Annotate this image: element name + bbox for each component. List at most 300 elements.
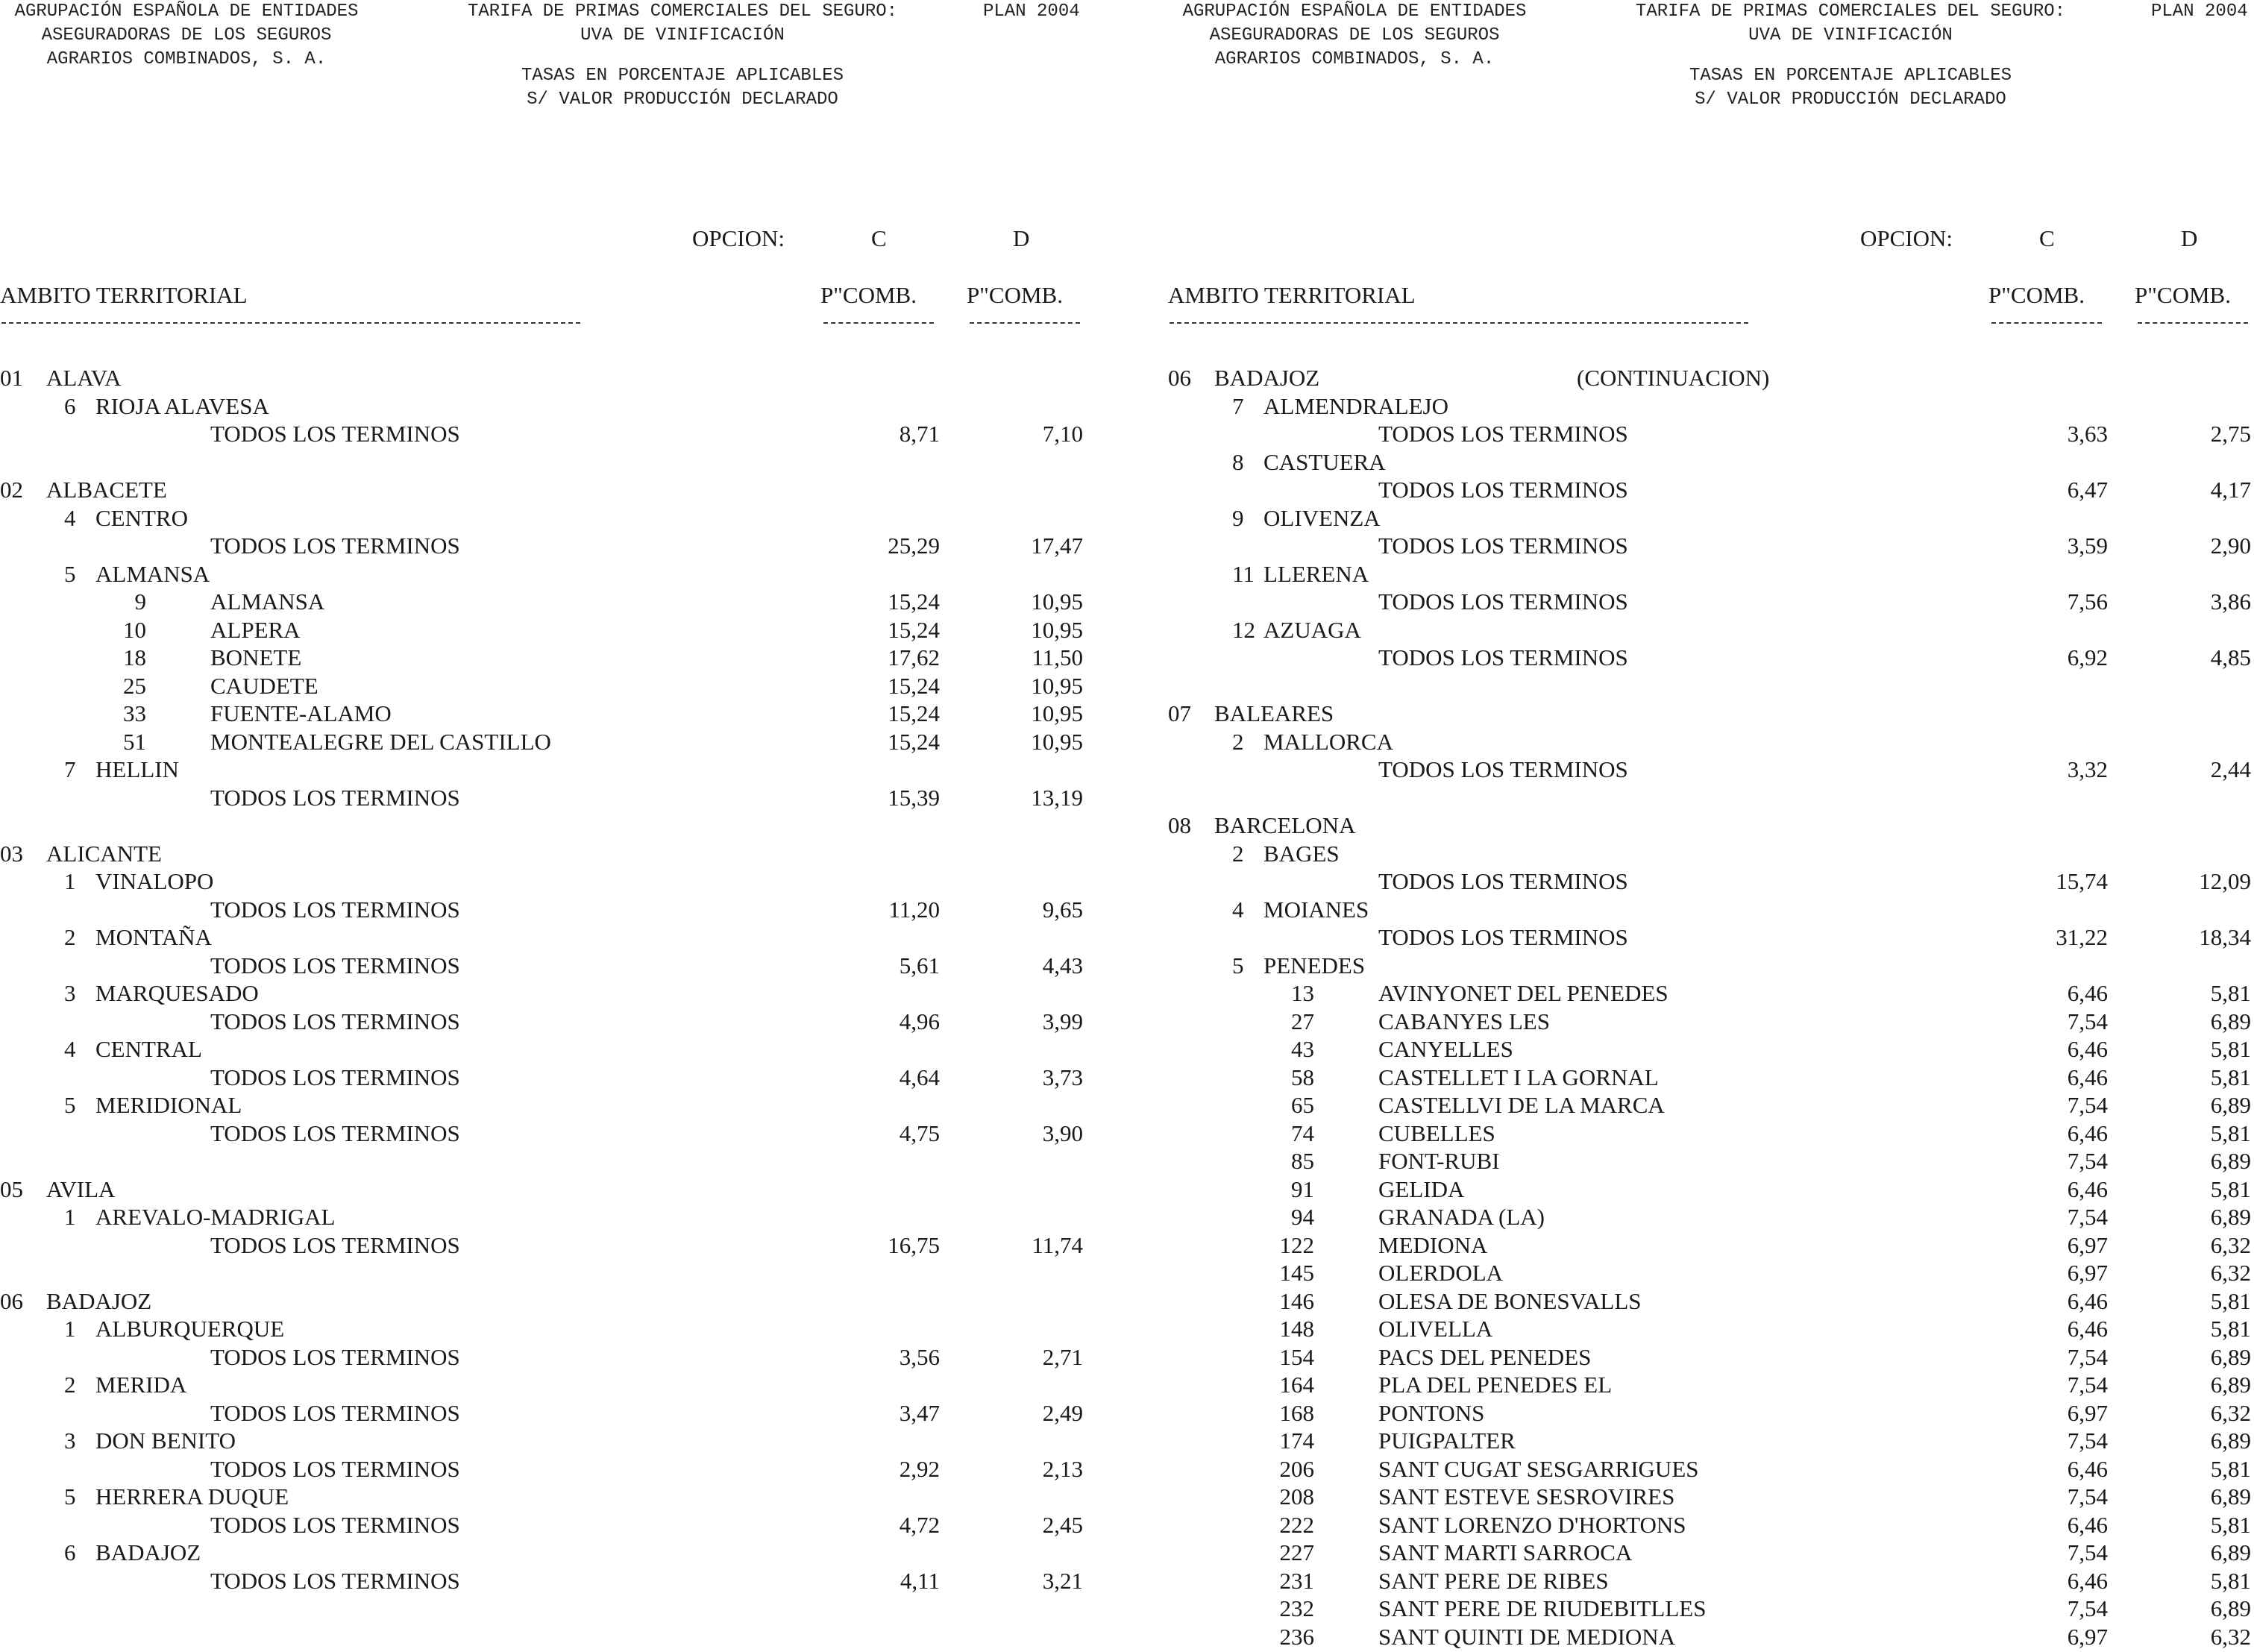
ambito-territorial-header: AMBITO TERRITORIAL bbox=[1168, 282, 1416, 308]
table-row bbox=[1168, 1399, 2254, 1428]
comarca-name: MALLORCA bbox=[1263, 728, 1393, 755]
rate-option-d: 5,81 bbox=[2210, 1175, 2251, 1202]
comarca-row bbox=[0, 392, 1126, 421]
rate-option-d: 5,81 bbox=[2210, 1455, 2251, 1482]
rate-option-c: 2,92 bbox=[899, 1455, 940, 1482]
rate-option-c: 6,92 bbox=[2067, 644, 2108, 670]
rate-option-d: 6,89 bbox=[2210, 1595, 2251, 1621]
rate-option-c: 6,97 bbox=[2067, 1399, 2108, 1426]
table-row bbox=[1168, 756, 2254, 784]
municipality-code: 232 bbox=[1279, 1595, 1314, 1621]
rate-option-d: 10,95 bbox=[1031, 728, 1083, 755]
table-row bbox=[1168, 1175, 2254, 1204]
rate-option-c: 15,24 bbox=[888, 672, 940, 699]
rate-option-d: 18,34 bbox=[2199, 924, 2251, 950]
terms-label: TODOS LOS TERMINOS bbox=[1378, 421, 1628, 447]
rate-option-c: 17,62 bbox=[888, 644, 940, 670]
comarca-row bbox=[0, 504, 1126, 533]
option-c-label: C bbox=[871, 225, 887, 251]
terms-label: TODOS LOS TERMINOS bbox=[210, 533, 460, 559]
rate-option-c: 7,54 bbox=[2067, 1343, 2108, 1370]
rate-option-c: 7,54 bbox=[2067, 1539, 2108, 1565]
table-row bbox=[1168, 1287, 2254, 1316]
province-name: ALBACETE bbox=[46, 477, 167, 503]
table-row bbox=[1168, 979, 2254, 1008]
rate-option-d: 2,71 bbox=[1042, 1343, 1083, 1370]
province-name: BARCELONA bbox=[1214, 812, 1356, 838]
municipality-code: 85 bbox=[1291, 1148, 1314, 1174]
table-row bbox=[1168, 1455, 2254, 1483]
terms-label: TODOS LOS TERMINOS bbox=[210, 1511, 460, 1538]
municipality-name: FUENTE-ALAMO bbox=[210, 700, 392, 726]
comarca-name: MARQUESADO bbox=[95, 980, 259, 1006]
comarca-code: 5 bbox=[64, 1092, 76, 1118]
province-name: AVILA bbox=[46, 1175, 116, 1202]
comarca-name: RIOJA ALAVESA bbox=[95, 392, 269, 419]
rate-option-c: 7,54 bbox=[2067, 1148, 2108, 1174]
rate-option-d: 11,74 bbox=[1032, 1231, 1083, 1258]
municipality-code: 122 bbox=[1279, 1231, 1314, 1258]
province-row bbox=[1168, 364, 2254, 392]
comarca-row bbox=[1168, 560, 2254, 588]
rate-option-c: 6,46 bbox=[2067, 1287, 2108, 1314]
municipality-name: SANT LORENZO D'HORTONS bbox=[1378, 1511, 1686, 1538]
terms-label: TODOS LOS TERMINOS bbox=[1378, 756, 1628, 782]
comarca-code: 8 bbox=[1232, 448, 1244, 475]
table-row bbox=[1168, 476, 2254, 504]
comarca-code: 11 bbox=[1232, 560, 1255, 587]
rate-option-d: 5,81 bbox=[2210, 1567, 2251, 1594]
terms-label: TODOS LOS TERMINOS bbox=[210, 1343, 460, 1370]
municipality-code: 33 bbox=[123, 700, 146, 726]
comarca-name: CASTUERA bbox=[1263, 448, 1386, 475]
rate-option-c: 6,46 bbox=[2067, 980, 2108, 1006]
table-row bbox=[1168, 1511, 2254, 1539]
province-name: BALEARES bbox=[1214, 700, 1334, 726]
terms-label: TODOS LOS TERMINOS bbox=[210, 421, 460, 447]
rate-option-c: 8,71 bbox=[899, 421, 940, 447]
rate-option-c: 3,59 bbox=[2067, 533, 2108, 559]
pcomb-d-header: P"COMB. bbox=[2135, 282, 2231, 308]
municipality-code: 145 bbox=[1279, 1260, 1314, 1286]
rate-option-d: 17,47 bbox=[1031, 533, 1083, 559]
terms-label: TODOS LOS TERMINOS bbox=[210, 1008, 460, 1034]
municipality-code: 9 bbox=[134, 588, 146, 615]
rate-option-c: 15,24 bbox=[888, 700, 940, 726]
table-row bbox=[0, 952, 1126, 980]
table-row bbox=[1168, 1343, 2254, 1372]
municipality-code: 25 bbox=[123, 672, 146, 699]
comarca-code: 1 bbox=[64, 1204, 76, 1230]
comarca-name: BAGES bbox=[1263, 840, 1340, 867]
rates-note: TASAS EN PORCENTAJE APLICABLES S/ VALOR PRODUCCIÓN DECLARADO bbox=[521, 66, 844, 110]
rate-option-c: 15,24 bbox=[888, 728, 940, 755]
comarca-code: 7 bbox=[64, 756, 76, 782]
municipality-code: 91 bbox=[1291, 1175, 1314, 1202]
table-row bbox=[1168, 1427, 2254, 1455]
table-row bbox=[0, 532, 1126, 560]
municipality-name: SANT QUINTI DE MEDIONA bbox=[1378, 1623, 1676, 1650]
comarca-code: 3 bbox=[64, 980, 76, 1006]
province-code: 01 bbox=[0, 365, 23, 391]
municipality-code: 222 bbox=[1279, 1511, 1314, 1538]
province-code: 08 bbox=[1168, 812, 1191, 838]
table-row bbox=[1168, 1035, 2254, 1064]
rate-option-c: 6,97 bbox=[2067, 1623, 2108, 1650]
pcomb-c-header: P"COMB. bbox=[1988, 282, 2085, 308]
comarca-name: MONTAÑA bbox=[95, 924, 212, 950]
municipality-name: CAUDETE bbox=[210, 672, 318, 699]
municipality-name: PUIGPALTER bbox=[1378, 1428, 1516, 1454]
rate-option-d: 3,90 bbox=[1042, 1119, 1083, 1146]
comarca-row bbox=[0, 1371, 1126, 1399]
rate-option-d: 2,13 bbox=[1042, 1455, 1083, 1482]
rate-option-c: 6,46 bbox=[2067, 1064, 2108, 1090]
municipality-name: PONTONS bbox=[1378, 1399, 1485, 1426]
rate-option-d: 3,21 bbox=[1042, 1567, 1083, 1594]
comarca-row bbox=[0, 867, 1126, 896]
table-row bbox=[1168, 1091, 2254, 1119]
comarca-code: 4 bbox=[1232, 896, 1244, 923]
plan-label: PLAN 2004 bbox=[983, 1, 1080, 22]
municipality-name: SANT MARTI SARROCA bbox=[1378, 1539, 1633, 1565]
province-name: BADAJOZ bbox=[1214, 365, 1320, 391]
continuation-note: (CONTINUACION) bbox=[1577, 365, 1770, 391]
terms-label: TODOS LOS TERMINOS bbox=[1378, 533, 1628, 559]
municipality-code: 74 bbox=[1291, 1119, 1314, 1146]
rate-option-c: 25,29 bbox=[888, 533, 940, 559]
rate-option-d: 6,89 bbox=[2210, 1539, 2251, 1565]
terms-label: TODOS LOS TERMINOS bbox=[1378, 477, 1628, 503]
municipality-code: 65 bbox=[1291, 1092, 1314, 1118]
comarca-name: HELLIN bbox=[95, 756, 179, 782]
table-row bbox=[0, 616, 1126, 644]
rate-option-d: 7,10 bbox=[1042, 421, 1083, 447]
table-row bbox=[1168, 532, 2254, 560]
comarca-row bbox=[0, 1539, 1126, 1567]
comarca-code: 1 bbox=[64, 868, 76, 894]
terms-label: TODOS LOS TERMINOS bbox=[210, 784, 460, 811]
municipality-name: SANT CUGAT SESGARRIGUES bbox=[1378, 1455, 1699, 1482]
rate-option-c: 4,96 bbox=[899, 1008, 940, 1034]
table-row bbox=[1168, 1623, 2254, 1651]
terms-label: TODOS LOS TERMINOS bbox=[210, 896, 460, 923]
comarca-code: 7 bbox=[1232, 392, 1244, 419]
rate-option-c: 6,47 bbox=[2067, 477, 2108, 503]
rate-option-d: 4,85 bbox=[2210, 644, 2251, 670]
table-row bbox=[1168, 420, 2254, 448]
municipality-code: 18 bbox=[123, 644, 146, 670]
option-d-label: D bbox=[1013, 225, 1030, 251]
comarca-code: 9 bbox=[1232, 504, 1244, 531]
terms-label: TODOS LOS TERMINOS bbox=[210, 952, 460, 979]
table-row bbox=[0, 728, 1126, 756]
table-row bbox=[0, 1399, 1126, 1428]
province-row bbox=[1168, 811, 2254, 840]
comarca-row bbox=[0, 1427, 1126, 1455]
rate-option-d: 6,32 bbox=[2210, 1260, 2251, 1286]
comarca-code: 2 bbox=[64, 924, 76, 950]
rate-option-d: 5,81 bbox=[2210, 1064, 2251, 1090]
rate-option-c: 3,47 bbox=[899, 1399, 940, 1426]
ambito-territorial-header: AMBITO TERRITORIAL bbox=[0, 282, 248, 308]
table-row bbox=[1168, 923, 2254, 952]
municipality-name: BONETE bbox=[210, 644, 302, 670]
rate-option-d: 3,86 bbox=[2210, 588, 2251, 615]
table-row bbox=[0, 1343, 1126, 1372]
province-name: ALAVA bbox=[46, 365, 122, 391]
municipality-name: AVINYONET DEL PENEDES bbox=[1378, 980, 1668, 1006]
province-name: BADAJOZ bbox=[46, 1287, 152, 1314]
rate-option-d: 9,65 bbox=[1042, 896, 1083, 923]
comarca-name: MOIANES bbox=[1263, 896, 1369, 923]
table-row bbox=[1168, 1231, 2254, 1260]
comarca-code: 12 bbox=[1232, 616, 1255, 643]
rate-option-d: 13,19 bbox=[1031, 784, 1083, 811]
municipality-code: 231 bbox=[1279, 1567, 1314, 1594]
opcion-label: OPCION: bbox=[1860, 225, 1953, 251]
table-row bbox=[1168, 1008, 2254, 1036]
organization-name: AGRUPACIÓN ESPAÑOLA DE ENTIDADES ASEGURADORAS DE LOS SEGUROS AGRARIOS COMBINADOS, S. A. bbox=[14, 1, 359, 69]
comarca-name: MERIDA bbox=[95, 1372, 187, 1398]
comarca-row bbox=[0, 756, 1126, 784]
municipality-code: 10 bbox=[123, 616, 146, 643]
comarca-name: DON BENITO bbox=[95, 1428, 236, 1454]
rate-option-c: 4,11 bbox=[900, 1567, 940, 1594]
comarca-row bbox=[1168, 392, 2254, 421]
option-d-label: D bbox=[2181, 225, 2198, 251]
row-spacer bbox=[0, 1147, 1126, 1175]
rate-option-d: 2,44 bbox=[2210, 756, 2251, 782]
municipality-name: ALMANSA bbox=[210, 588, 325, 615]
municipality-code: 227 bbox=[1279, 1539, 1314, 1565]
comarca-code: 4 bbox=[64, 1036, 76, 1062]
terms-label: TODOS LOS TERMINOS bbox=[210, 1455, 460, 1482]
comarca-name: HERRERA DUQUE bbox=[95, 1483, 289, 1510]
rate-option-d: 2,75 bbox=[2210, 421, 2251, 447]
rate-option-d: 10,95 bbox=[1031, 672, 1083, 699]
comarca-row bbox=[0, 560, 1126, 588]
row-spacer bbox=[0, 811, 1126, 840]
comarca-row bbox=[1168, 728, 2254, 756]
comarca-name: MERIDIONAL bbox=[95, 1092, 242, 1118]
table-row bbox=[0, 1231, 1126, 1260]
municipality-name: CASTELLET I LA GORNAL bbox=[1378, 1064, 1659, 1090]
table-row bbox=[0, 588, 1126, 616]
rate-option-c: 6,46 bbox=[2067, 1567, 2108, 1594]
municipality-name: ALPERA bbox=[210, 616, 301, 643]
comarca-name: PENEDES bbox=[1263, 952, 1366, 979]
rate-option-c: 6,46 bbox=[2067, 1316, 2108, 1342]
province-code: 02 bbox=[0, 477, 23, 503]
rate-option-c: 11,20 bbox=[888, 896, 940, 923]
province-row bbox=[0, 840, 1126, 868]
header-divider bbox=[1, 322, 580, 324]
rate-option-c: 6,97 bbox=[2067, 1231, 2108, 1258]
rate-option-c: 7,56 bbox=[2067, 588, 2108, 615]
table-row bbox=[0, 784, 1126, 812]
municipality-code: 164 bbox=[1279, 1372, 1314, 1398]
province-row bbox=[0, 476, 1126, 504]
opcion-label: OPCION: bbox=[692, 225, 785, 251]
municipality-name: OLESA DE BONESVALLS bbox=[1378, 1287, 1642, 1314]
rate-option-d: 4,17 bbox=[2210, 477, 2251, 503]
municipality-name: CANYELLES bbox=[1378, 1036, 1513, 1062]
terms-label: TODOS LOS TERMINOS bbox=[210, 1567, 460, 1594]
municipality-name: PLA DEL PENEDES EL bbox=[1378, 1372, 1613, 1398]
rate-option-c: 16,75 bbox=[888, 1231, 940, 1258]
rate-option-d: 6,89 bbox=[2210, 1428, 2251, 1454]
tariff-page-right bbox=[1168, 0, 2254, 1652]
rate-option-c: 7,54 bbox=[2067, 1092, 2108, 1118]
comarca-row bbox=[0, 979, 1126, 1008]
province-row bbox=[0, 364, 1126, 392]
row-spacer bbox=[1168, 672, 2254, 700]
comarca-code: 5 bbox=[64, 560, 76, 587]
province-row bbox=[1168, 700, 2254, 728]
municipality-code: 146 bbox=[1279, 1287, 1314, 1314]
comarca-name: CENTRO bbox=[95, 504, 188, 531]
rate-option-c: 6,46 bbox=[2067, 1036, 2108, 1062]
comarca-row bbox=[1168, 504, 2254, 533]
rate-option-c: 6,46 bbox=[2067, 1119, 2108, 1146]
rate-option-c: 6,97 bbox=[2067, 1260, 2108, 1286]
rate-option-d: 2,49 bbox=[1042, 1399, 1083, 1426]
rate-option-d: 6,89 bbox=[2210, 1483, 2251, 1510]
table-row bbox=[1168, 1567, 2254, 1595]
rate-option-d: 2,90 bbox=[2210, 533, 2251, 559]
rate-option-c: 6,46 bbox=[2067, 1455, 2108, 1482]
rate-option-c: 7,54 bbox=[2067, 1428, 2108, 1454]
municipality-name: OLERDOLA bbox=[1378, 1260, 1504, 1286]
comarca-name: ALBURQUERQUE bbox=[95, 1316, 285, 1342]
municipality-code: 27 bbox=[1291, 1008, 1314, 1034]
terms-label: TODOS LOS TERMINOS bbox=[1378, 588, 1628, 615]
rate-option-c: 7,54 bbox=[2067, 1483, 2108, 1510]
rate-option-d: 6,89 bbox=[2210, 1148, 2251, 1174]
province-code: 05 bbox=[0, 1175, 23, 1202]
comarca-code: 2 bbox=[1232, 728, 1244, 755]
rate-option-c: 15,24 bbox=[888, 616, 940, 643]
municipality-name: SANT PERE DE RIUDEBITLLES bbox=[1378, 1595, 1707, 1621]
comarca-name: OLIVENZA bbox=[1263, 504, 1381, 531]
pcomb-d-header: P"COMB. bbox=[967, 282, 1063, 308]
table-row bbox=[0, 420, 1126, 448]
table-row bbox=[1168, 644, 2254, 672]
table-row bbox=[1168, 1315, 2254, 1343]
table-row bbox=[0, 700, 1126, 728]
province-row bbox=[0, 1287, 1126, 1316]
rate-option-d: 5,81 bbox=[2210, 980, 2251, 1006]
comarca-row bbox=[1168, 616, 2254, 644]
header-divider bbox=[1991, 322, 2102, 324]
province-code: 03 bbox=[0, 840, 23, 867]
rate-option-d: 4,43 bbox=[1042, 952, 1083, 979]
rate-option-d: 6,89 bbox=[2210, 1008, 2251, 1034]
municipality-name: MEDIONA bbox=[1378, 1231, 1488, 1258]
rate-option-d: 5,81 bbox=[2210, 1511, 2251, 1538]
rate-option-d: 5,81 bbox=[2210, 1036, 2251, 1062]
table-row bbox=[1168, 1595, 2254, 1623]
comarca-row bbox=[0, 1091, 1126, 1119]
row-spacer bbox=[0, 1259, 1126, 1287]
rate-option-d: 10,95 bbox=[1031, 588, 1083, 615]
tariff-rows bbox=[0, 364, 1126, 1595]
municipality-name: CABANYES LES bbox=[1378, 1008, 1550, 1034]
rate-option-d: 2,45 bbox=[1042, 1511, 1083, 1538]
municipality-code: 206 bbox=[1279, 1455, 1314, 1482]
rate-option-c: 4,72 bbox=[899, 1511, 940, 1538]
comarca-row bbox=[0, 923, 1126, 952]
option-c-label: C bbox=[2039, 225, 2055, 251]
municipality-code: 51 bbox=[123, 728, 146, 755]
plan-label: PLAN 2004 bbox=[2151, 1, 2248, 22]
rate-option-c: 7,54 bbox=[2067, 1372, 2108, 1398]
rate-option-c: 15,74 bbox=[2056, 868, 2108, 894]
tariff-title: TARIFA DE PRIMAS COMERCIALES DEL SEGURO: UVA DE VINIFICACIÓN bbox=[1635, 1, 2066, 45]
pcomb-c-header: P"COMB. bbox=[820, 282, 917, 308]
municipality-name: CUBELLES bbox=[1378, 1119, 1495, 1146]
table-row bbox=[1168, 588, 2254, 616]
table-row bbox=[0, 1008, 1126, 1036]
comarca-name: CENTRAL bbox=[95, 1036, 202, 1062]
rate-option-c: 7,54 bbox=[2067, 1204, 2108, 1230]
rate-option-d: 6,89 bbox=[2210, 1204, 2251, 1230]
comarca-name: ALMANSA bbox=[95, 560, 210, 587]
row-spacer bbox=[0, 448, 1126, 477]
municipality-code: 236 bbox=[1279, 1623, 1314, 1650]
province-code: 06 bbox=[1168, 365, 1191, 391]
municipality-code: 168 bbox=[1279, 1399, 1314, 1426]
comarca-row bbox=[0, 1315, 1126, 1343]
municipality-code: 13 bbox=[1291, 980, 1314, 1006]
terms-label: TODOS LOS TERMINOS bbox=[1378, 924, 1628, 950]
rate-option-d: 5,81 bbox=[2210, 1287, 2251, 1314]
table-row bbox=[0, 644, 1126, 672]
rate-option-c: 4,64 bbox=[899, 1064, 940, 1090]
rate-option-c: 15,24 bbox=[888, 588, 940, 615]
table-row bbox=[0, 672, 1126, 700]
rate-option-d: 3,73 bbox=[1042, 1064, 1083, 1090]
comarca-name: BADAJOZ bbox=[95, 1539, 201, 1565]
header-divider bbox=[2138, 322, 2248, 324]
comarca-code: 2 bbox=[64, 1372, 76, 1398]
municipality-code: 174 bbox=[1279, 1428, 1314, 1454]
rate-option-c: 3,63 bbox=[2067, 421, 2108, 447]
rate-option-d: 10,95 bbox=[1031, 616, 1083, 643]
tariff-page-left bbox=[0, 0, 1126, 1652]
rate-option-d: 12,09 bbox=[2199, 868, 2251, 894]
rates-note: TASAS EN PORCENTAJE APLICABLES S/ VALOR PRODUCCIÓN DECLARADO bbox=[1689, 66, 2012, 110]
terms-label: TODOS LOS TERMINOS bbox=[210, 1119, 460, 1146]
comarca-row bbox=[1168, 896, 2254, 924]
municipality-name: CASTELLVI DE LA MARCA bbox=[1378, 1092, 1665, 1118]
rate-option-c: 31,22 bbox=[2056, 924, 2108, 950]
rate-option-d: 6,32 bbox=[2210, 1231, 2251, 1258]
comarca-name: AZUAGA bbox=[1263, 616, 1361, 643]
table-row bbox=[1168, 1203, 2254, 1231]
comarca-row bbox=[0, 1035, 1126, 1064]
header-divider bbox=[1170, 322, 1748, 324]
municipality-name: SANT ESTEVE SESROVIRES bbox=[1378, 1483, 1675, 1510]
rate-option-c: 15,39 bbox=[888, 784, 940, 811]
comarca-code: 1 bbox=[64, 1316, 76, 1342]
rate-option-d: 10,95 bbox=[1031, 700, 1083, 726]
table-row bbox=[0, 1064, 1126, 1092]
terms-label: TODOS LOS TERMINOS bbox=[1378, 868, 1628, 894]
rate-option-c: 6,46 bbox=[2067, 1511, 2108, 1538]
terms-label: TODOS LOS TERMINOS bbox=[1378, 644, 1628, 670]
